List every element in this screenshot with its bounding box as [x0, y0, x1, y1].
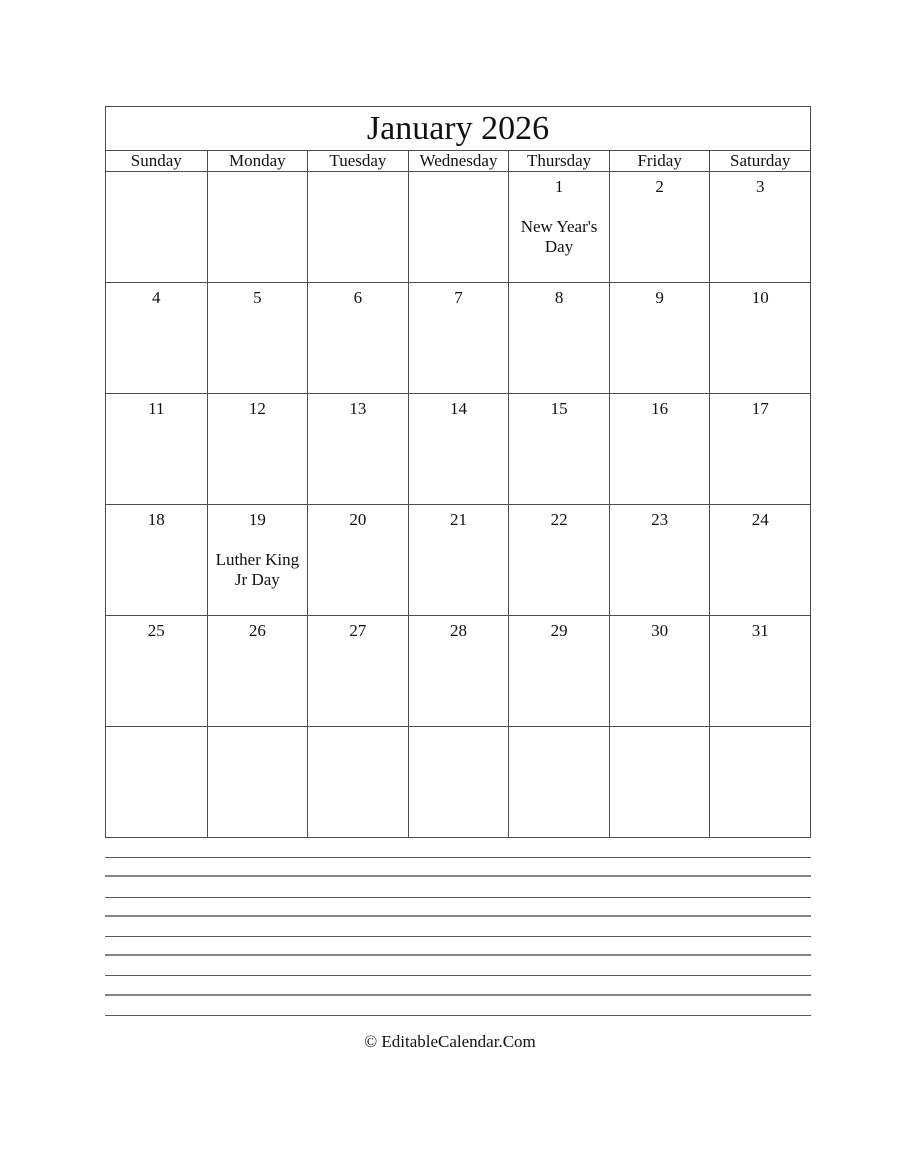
day-cell-1: [508, 172, 609, 282]
date-number: 21: [449, 510, 467, 529]
notes-line: [105, 877, 811, 897]
day-cell-empty: [307, 172, 408, 282]
day-cell-2: [609, 172, 710, 282]
day-cell-empty: [408, 727, 509, 837]
day-cell-6: [307, 283, 408, 393]
calendar-table: [105, 106, 811, 838]
notes-line: [105, 996, 811, 1016]
weekday-header: Friday: [609, 151, 710, 171]
day-cell-3: [709, 172, 810, 282]
date-number: 5: [253, 288, 262, 307]
week-row: [106, 727, 810, 837]
day-cell-7: [408, 283, 509, 393]
notes-area: [105, 838, 811, 1016]
date-number: 25: [147, 621, 165, 640]
day-cell-16: [609, 394, 710, 504]
day-cell-empty: [207, 727, 308, 837]
footer-credit: © EditableCalendar.Com: [364, 1032, 536, 1051]
day-cell-17: [709, 394, 810, 504]
date-number: 24: [751, 510, 769, 529]
day-cell-20: [307, 505, 408, 615]
weekday-header: Wednesday: [408, 151, 509, 171]
day-cell-12: [207, 394, 308, 504]
day-cell-19: [207, 505, 308, 615]
date-number: 8: [554, 288, 564, 307]
day-cell-30: [609, 616, 710, 726]
day-cell-21: [408, 505, 509, 615]
notes-line: [105, 898, 811, 917]
date-number: 15: [550, 399, 568, 418]
day-cell-empty: [307, 727, 408, 837]
day-cell-13: [307, 394, 408, 504]
day-cell-8: [508, 283, 609, 393]
date-number: 22: [550, 510, 568, 529]
day-cell-14: [408, 394, 509, 504]
notes-line: [105, 917, 811, 937]
notes-line: [105, 937, 811, 956]
week-row: [106, 283, 810, 394]
date-number: 16: [651, 399, 669, 418]
week-row: [106, 172, 810, 283]
day-cell-23: [609, 505, 710, 615]
day-cell-empty: [609, 727, 710, 837]
day-cell-empty: [106, 172, 207, 282]
day-cell-4: [106, 283, 207, 393]
day-cell-10: [709, 283, 810, 393]
date-number: 14: [449, 399, 467, 418]
day-cell-empty: [207, 172, 308, 282]
date-number: 20: [349, 510, 367, 529]
date-number: 7: [454, 288, 463, 307]
day-cell-empty: [709, 727, 810, 837]
day-cell-31: [709, 616, 810, 726]
day-cell-11: [106, 394, 207, 504]
date-number: 12: [248, 399, 266, 418]
day-cell-22: [508, 505, 609, 615]
day-cell-28: [408, 616, 509, 726]
day-cell-5: [207, 283, 308, 393]
weekday-header: Sunday: [130, 151, 182, 170]
date-number: 3: [755, 177, 765, 196]
holiday-label: Luther King Jr Day: [215, 550, 300, 589]
date-number: 6: [353, 288, 363, 307]
calendar-grid: [106, 172, 810, 837]
day-cell-18: [106, 505, 207, 615]
weekday-header: Monday: [207, 151, 308, 171]
day-cell-27: [307, 616, 408, 726]
week-row: [106, 505, 810, 616]
day-cell-9: [609, 283, 710, 393]
week-row: [106, 394, 810, 505]
date-number: 29: [550, 621, 568, 640]
date-number: 11: [148, 399, 165, 418]
day-cell-15: [508, 394, 609, 504]
date-number: 28: [449, 621, 467, 640]
day-cell-empty: [106, 727, 207, 837]
date-number: 4: [152, 288, 161, 307]
date-number: 18: [147, 510, 165, 529]
weekday-header: Saturday: [709, 151, 810, 171]
date-number: 13: [349, 399, 367, 418]
notes-line: [105, 858, 811, 877]
notes-line: [105, 956, 811, 976]
notes-line: [105, 838, 811, 858]
date-number: 17: [751, 399, 769, 418]
date-number: 26: [248, 621, 266, 640]
day-cell-25: [106, 616, 207, 726]
date-number: 31: [751, 621, 769, 640]
day-cell-29: [508, 616, 609, 726]
date-number: 1: [554, 177, 564, 196]
holiday-label: New Year's Day: [520, 217, 598, 256]
date-number: 23: [651, 510, 669, 529]
date-number: 27: [349, 621, 367, 640]
date-number: 30: [651, 621, 669, 640]
day-cell-empty: [508, 727, 609, 837]
week-row: [106, 616, 810, 727]
calendar-month-title: January 2026: [106, 107, 810, 151]
day-cell-26: [207, 616, 308, 726]
date-number: 2: [655, 177, 664, 196]
weekday-header: Thursday: [508, 151, 609, 171]
weekday-header-row: [106, 151, 810, 172]
notes-line: [105, 976, 811, 995]
date-number: 19: [248, 510, 266, 529]
date-number: 9: [655, 288, 664, 307]
day-cell-empty: [408, 172, 509, 282]
weekday-header: Tuesday: [307, 151, 408, 171]
date-number: 10: [751, 288, 769, 307]
day-cell-24: [709, 505, 810, 615]
